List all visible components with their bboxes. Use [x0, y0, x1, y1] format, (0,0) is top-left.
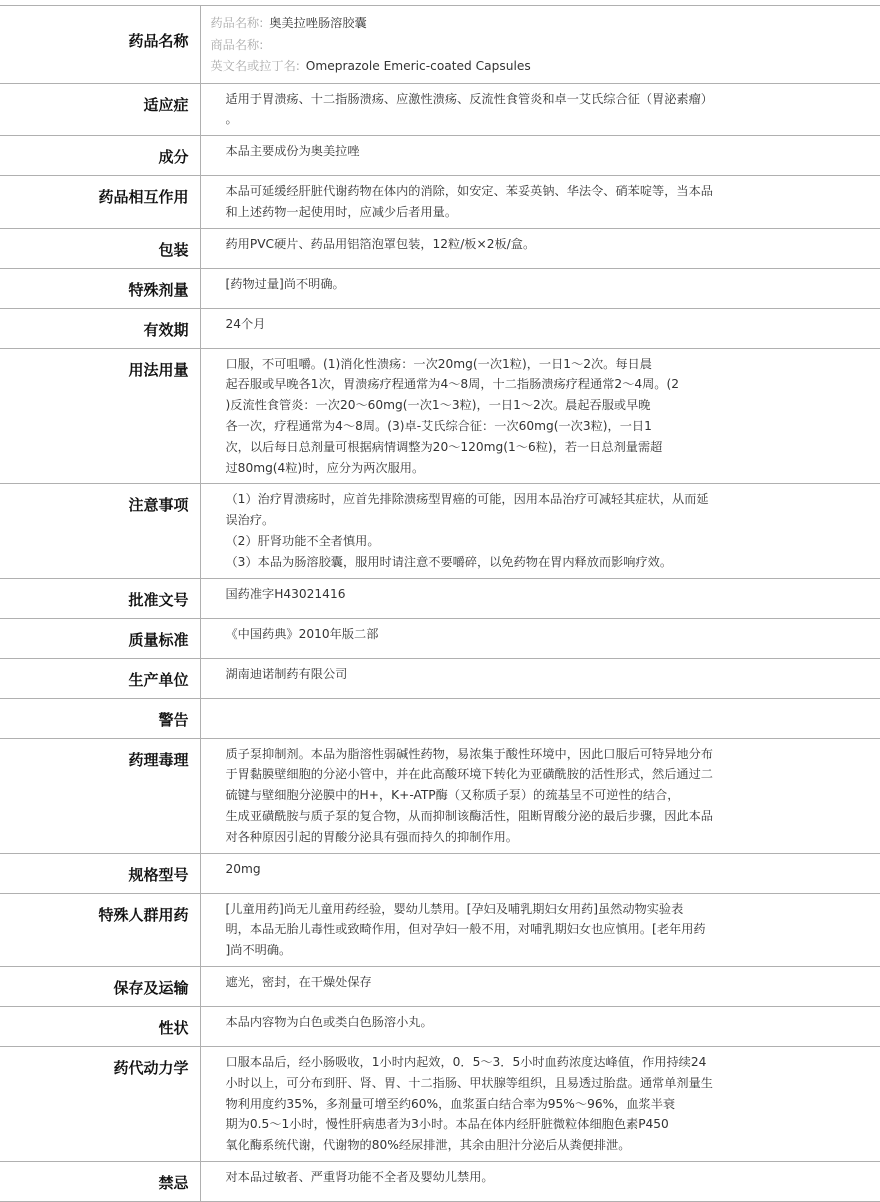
value-line: 本品主要成份为奥美拉唑 [225, 144, 360, 159]
value-line: 《中国药典》2010年版二部 [225, 626, 379, 641]
row-value [200, 967, 880, 1007]
row-label: 有效期 [0, 308, 200, 348]
drug-info-table [0, 5, 880, 1202]
row-value [200, 893, 880, 966]
value-line: 对本品过敏者、严重肾功能不全者及婴幼儿禁用。 [225, 1170, 494, 1185]
value-line: 本品内容物为白色或类白色肠溶小丸。 [225, 1015, 433, 1030]
row-pharmacokinetics [0, 1047, 880, 1162]
row-value [200, 1162, 880, 1202]
row-warning [0, 698, 880, 738]
value-line: 口服，不可咀嚼。(1)消化性溃疡：一次20mg(一次1粒)，一日1～2次。每日晨 [225, 356, 652, 371]
value-line: ]尚不明确。 [225, 943, 292, 958]
row-label: 禁忌 [0, 1162, 200, 1202]
row-value [200, 6, 880, 84]
row-value [200, 1047, 880, 1162]
row-shelf-life [0, 308, 880, 348]
generic-name-value: 奥美拉唑肠溶胶囊 [269, 16, 367, 30]
row-label: 成分 [0, 136, 200, 176]
value-line: （3）本品为肠溶胶囊，服用时请注意不要嚼碎，以免药物在胃内释放而影响疗效。 [225, 554, 673, 569]
value-line: 质子泵抑制剂。本品为脂溶性弱碱性药物，易浓集于酸性环境中，因此口服后可特异地分布 [225, 746, 713, 761]
value-line: 过80mg(4粒)时，应分为两次服用。 [225, 460, 425, 475]
value-line: 生成亚磺酰胺与质子泵的复合物，从而抑制该酶活性，阻断胃酸分泌的最后步骤，因此本品 [225, 809, 713, 824]
row-value [200, 738, 880, 853]
row-approval-number [0, 578, 880, 618]
row-value [200, 1007, 880, 1047]
trade-name-key: 商品名称: [210, 37, 264, 52]
row-label: 药品名称 [0, 6, 200, 84]
row-label: 特殊人群用药 [0, 893, 200, 966]
row-value [200, 578, 880, 618]
row-drug-interactions [0, 176, 880, 229]
value-line: 口服本品后，经小肠吸收，1小时内起效，0．5～3．5小时血药浓度达峰值，作用持续24 [225, 1055, 707, 1070]
row-label: 用法用量 [0, 348, 200, 484]
generic-name-line [211, 13, 861, 35]
value-line: 明，本品无胎儿毒性或致畸作用，但对孕妇一般不用，对哺乳期妇女也应慎用。[老年用药 [225, 922, 706, 937]
row-label: 药代动力学 [0, 1047, 200, 1162]
value-line: 硫键与壁细胞分泌膜中的H+，K+-ATP酶（又称质子泵）的巯基呈不可逆性的结合， [225, 788, 680, 803]
value-line: （1）治疗胃溃疡时，应首先排除溃疡型胃癌的可能，因用本品治疗可减轻其症状，从而延 [225, 492, 709, 507]
value-line: )反流性食管炎：一次20～60mg(一次1～3粒)，一日1～2次。晨起吞服或早晚 [225, 398, 651, 413]
row-value [200, 268, 880, 308]
english-name-key: 英文名或拉丁名: [210, 59, 300, 73]
row-precautions [0, 484, 880, 578]
row-pharmacology-toxicology [0, 738, 880, 853]
value-line: 遮光，密封，在干燥处保存 [225, 975, 372, 990]
row-ingredients [0, 136, 880, 176]
row-description [0, 1007, 880, 1047]
row-value [200, 618, 880, 658]
value-line: 国药准字H43021416 [225, 586, 346, 601]
value-line: 期为0.5～1小时，慢性肝病患者为3小时。本品在体内经肝脏微粒体细胞色素P450 [225, 1117, 669, 1132]
row-label: 规格型号 [0, 853, 200, 893]
row-label: 药品相互作用 [0, 176, 200, 229]
row-value [200, 658, 880, 698]
row-drug-name [0, 6, 880, 84]
row-label: 警告 [0, 698, 200, 738]
row-packaging [0, 228, 880, 268]
row-value [200, 228, 880, 268]
row-value [200, 308, 880, 348]
row-value [200, 698, 880, 738]
row-value [200, 136, 880, 176]
value-line: （2）肝肾功能不全者慎用。 [225, 534, 380, 549]
value-line: [儿童用药]尚无儿童用药经验，婴幼儿禁用。[孕妇及哺乳期妇女用药]虽然动物实验表 [225, 901, 684, 916]
english-name-value: Omeprazole Emeric-coated Capsules [305, 59, 531, 73]
value-line: 对各种原因引起的胃酸分泌具有强而持久的抑制作用。 [225, 829, 518, 844]
value-line: 药用PVC硬片、药品用铝箔泡罩包装，12粒/板×2板/盒。 [225, 236, 536, 251]
row-label: 保存及运输 [0, 967, 200, 1007]
row-storage-transport [0, 967, 880, 1007]
trade-name-line [211, 35, 861, 57]
row-label: 药理毒理 [0, 738, 200, 853]
row-label: 性状 [0, 1007, 200, 1047]
value-line: 小时以上，可分布到肝、肾、胃、十二指肠、甲状腺等组织，且易透过胎盘。通常单剂量生 [225, 1075, 713, 1090]
value-line: 误治疗。 [225, 513, 275, 528]
value-line: 起吞服或早晚各1次，胃溃疡疗程通常为4～8周，十二指肠溃疡疗程通常2～4周。(2 [225, 377, 679, 392]
value-line: 和上述药物一起使用时，应减少后者用量。 [225, 204, 458, 219]
value-line: 24个月 [225, 316, 266, 331]
row-manufacturer [0, 658, 880, 698]
value-line: 20mg [225, 861, 261, 876]
row-label: 注意事项 [0, 484, 200, 578]
row-value [200, 176, 880, 229]
row-label: 包装 [0, 228, 200, 268]
value-line: 。 [225, 112, 238, 127]
value-line: [药物过量]尚不明确。 [225, 276, 345, 291]
row-specification [0, 853, 880, 893]
value-line [226, 704, 861, 725]
value-line: 各一次，疗程通常为4～8周。(3)卓-艾氏综合征：一次60mg(一次3粒)，一日1 [225, 419, 652, 434]
value-line: 于胃黏膜壁细胞的分泌小管中，并在此高酸环境下转化为亚磺酰胺的活性形式，然后通过二 [225, 767, 713, 782]
value-line: 次，以后每日总剂量可根据病情调整为20～120mg(1～6粒)，若一日总剂量需超 [225, 439, 663, 454]
row-label: 批准文号 [0, 578, 200, 618]
row-value [200, 853, 880, 893]
row-label: 生产单位 [0, 658, 200, 698]
row-value [200, 83, 880, 136]
row-label: 质量标准 [0, 618, 200, 658]
english-name-line [211, 56, 861, 78]
row-label: 特殊剂量 [0, 268, 200, 308]
row-label: 适应症 [0, 83, 200, 136]
row-quality-standard [0, 618, 880, 658]
value-line: 湖南迪诺制药有限公司 [225, 666, 348, 681]
row-value [200, 348, 880, 484]
value-line: 氧化酶系统代谢，代谢物的80%经尿排泄，其余由胆汁分泌后从粪便排泄。 [225, 1138, 631, 1153]
row-contraindications [0, 1162, 880, 1202]
generic-name-key: 药品名称: [210, 16, 264, 30]
row-usage-dosage [0, 348, 880, 484]
value-line: 适用于胃溃疡、十二指肠溃疡、应激性溃疡、反流性食管炎和卓一艾氏综合征（胃泌素瘤） [225, 91, 713, 106]
value-line: 本品可延缓经肝脏代谢药物在体内的消除，如安定、苯妥英钠、华法令、硝苯啶等，当本品 [225, 184, 713, 199]
row-indications [0, 83, 880, 136]
row-special-dosage [0, 268, 880, 308]
value-line: 物利用度约35%，多剂量可增至约60%，血浆蛋白结合率为95%～96%，血浆半衰 [225, 1096, 676, 1111]
row-special-populations [0, 893, 880, 966]
row-value [200, 484, 880, 578]
